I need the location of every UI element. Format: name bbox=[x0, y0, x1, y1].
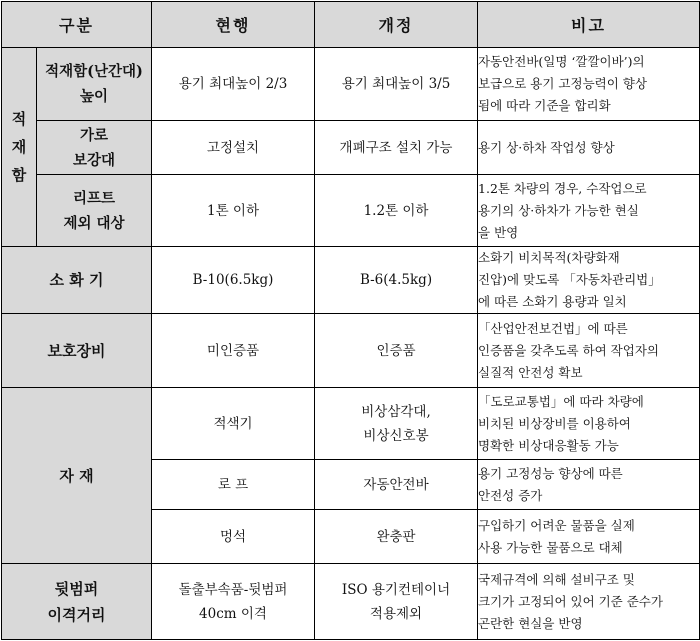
crossbar-label-line2: 보강대 bbox=[72, 151, 116, 169]
materials-1-remarks-line3: 명확한 비상대응활동 가능 bbox=[478, 437, 619, 453]
rear-bumper-remarks-line3: 곤란한 현실을 반영 bbox=[478, 615, 583, 631]
rear-bumper-revised-line1: ISO 용기컨테이너 bbox=[341, 581, 451, 598]
rear-bumper-remarks-line2: 크기가 고정되어 있어 기준 준수가 bbox=[478, 593, 663, 609]
header-remarks: 비고 bbox=[478, 2, 700, 48]
extinguisher-current: B-10(6.5kg) bbox=[152, 247, 315, 314]
protective-revised: 인증품 bbox=[315, 314, 478, 388]
materials-3-remarks bbox=[478, 510, 700, 564]
materials-3-revised: 완충판 bbox=[315, 510, 478, 564]
materials-3-remarks-line1: 구입하기 어려운 물품을 실제 bbox=[478, 517, 635, 533]
extinguisher-remarks-line1: 소화기 비치목적(차량화재 bbox=[478, 250, 620, 265]
extinguisher-label: 소 화 기 bbox=[2, 247, 152, 314]
row-loading-height bbox=[2, 48, 700, 121]
extinguisher-remarks bbox=[478, 247, 700, 314]
materials-3-current: 멍석 bbox=[152, 510, 315, 564]
loading-height-remarks-line1: 자동안전바(일명 ‘깔깔이바’)의 bbox=[478, 54, 645, 69]
rear-bumper-revised bbox=[315, 564, 478, 640]
loading-height-remarks-line2: 보급으로 용기 고정능력이 향상 bbox=[478, 76, 647, 91]
comparison-table bbox=[1, 1, 700, 640]
protective-remarks bbox=[478, 314, 700, 388]
crossbar-revised: 개폐구조 설치 가능 bbox=[315, 121, 478, 175]
lift-remarks-line2: 용기의 상·하차가 가능한 현실 bbox=[478, 202, 639, 218]
loading-box-label-line1: 적 bbox=[11, 110, 27, 128]
crossbar-remarks-line1: 용기 상·하차 작업성 향상 bbox=[478, 139, 615, 155]
header-revised: 개정 bbox=[315, 2, 478, 48]
protective-remarks-line3: 실질적 안전성 확보 bbox=[478, 364, 583, 380]
rear-bumper-remarks bbox=[478, 564, 700, 640]
crossbar-label-line1: 가로 bbox=[80, 126, 109, 144]
protective-current: 미인증품 bbox=[152, 314, 315, 388]
loading-height-remarks bbox=[478, 48, 700, 121]
row-crossbar bbox=[2, 121, 700, 175]
rear-bumper-current-line2: 40cm 이격 bbox=[199, 605, 267, 622]
protective-remarks-line2: 인증품을 갖추도록 하여 작업자의 bbox=[478, 342, 659, 358]
loading-height-label bbox=[37, 48, 152, 121]
lift-label-line2: 제외 대상 bbox=[63, 214, 125, 232]
rear-bumper-label-line2: 이격거리 bbox=[47, 605, 106, 624]
rear-bumper-label-line1: 뒷범퍼 bbox=[54, 579, 99, 598]
materials-2-remarks bbox=[478, 460, 700, 510]
rear-bumper-revised-line2: 적용제외 bbox=[369, 605, 423, 622]
materials-1-current: 적색기 bbox=[152, 388, 315, 460]
rear-bumper-label bbox=[2, 564, 152, 640]
crossbar-label bbox=[37, 121, 152, 175]
loading-height-current: 용기 최대높이 2/3 bbox=[152, 48, 315, 121]
materials-1-revised bbox=[315, 388, 478, 460]
materials-1-revised-line1: 비상삼각대, bbox=[361, 403, 431, 420]
header-current: 현행 bbox=[152, 2, 315, 48]
loading-height-revised: 용기 최대높이 3/5 bbox=[315, 48, 478, 121]
loading-height-label-line1: 적재함(난간대) bbox=[45, 63, 143, 80]
lift-current: 1톤 이하 bbox=[152, 175, 315, 247]
row-rear-bumper bbox=[2, 564, 700, 640]
lift-label-line1: 리프트 bbox=[72, 189, 116, 207]
materials-1-revised-line2: 비상신호봉 bbox=[363, 427, 429, 444]
materials-1-remarks-line2: 비치된 비상장비를 이용하여 bbox=[478, 415, 631, 431]
row-materials-1 bbox=[2, 388, 700, 460]
crossbar-current: 고정설치 bbox=[152, 121, 315, 175]
materials-2-remarks-line1: 용기 고정성능 향상에 따른 bbox=[478, 465, 623, 481]
lift-revised: 1.2톤 이하 bbox=[315, 175, 478, 247]
crossbar-remarks bbox=[478, 121, 700, 175]
header-row bbox=[2, 2, 700, 48]
materials-3-remarks-line2: 사용 가능한 물품으로 대체 bbox=[478, 539, 623, 555]
loading-height-label-line2: 높이 bbox=[80, 88, 109, 105]
header-category: 구분 bbox=[2, 2, 152, 48]
protective-label: 보호장비 bbox=[2, 314, 152, 388]
row-extinguisher bbox=[2, 247, 700, 314]
rear-bumper-remarks-line1: 국제규격에 의해 설비구조 및 bbox=[478, 571, 635, 587]
row-protective bbox=[2, 314, 700, 388]
extinguisher-remarks-line3: 에 따른 소화기 용량과 일치 bbox=[478, 294, 627, 309]
lift-label bbox=[37, 175, 152, 247]
lift-remarks bbox=[478, 175, 700, 247]
materials-2-remarks-line2: 안전성 증가 bbox=[478, 487, 543, 503]
materials-2-revised: 자동안전바 bbox=[315, 460, 478, 510]
extinguisher-revised: B-6(4.5kg) bbox=[315, 247, 478, 314]
loading-box-label-line3: 함 bbox=[11, 166, 27, 184]
loading-height-remarks-line3: 됨에 따라 기준을 합리화 bbox=[478, 98, 611, 113]
loading-box-label-line2: 재 bbox=[11, 138, 27, 156]
lift-remarks-line3: 을 반영 bbox=[478, 224, 519, 240]
materials-1-remarks-line1: 「도로교통법」에 따라 차량에 bbox=[478, 393, 644, 409]
row-lift bbox=[2, 175, 700, 247]
rear-bumper-current-line1: 돌출부속품-뒷범퍼 bbox=[178, 581, 288, 598]
rear-bumper-current bbox=[152, 564, 315, 640]
loading-box-label bbox=[2, 48, 37, 247]
protective-remarks-line1: 「산업안전보건법」에 따른 bbox=[478, 320, 628, 336]
materials-2-current: 로 프 bbox=[152, 460, 315, 510]
lift-remarks-line1: 1.2톤 차량의 경우, 수작업으로 bbox=[478, 180, 647, 196]
extinguisher-remarks-line2: 진압)에 맞도록 「자동차관리법」 bbox=[478, 272, 661, 287]
materials-1-remarks bbox=[478, 388, 700, 460]
materials-label: 자 재 bbox=[2, 388, 152, 564]
